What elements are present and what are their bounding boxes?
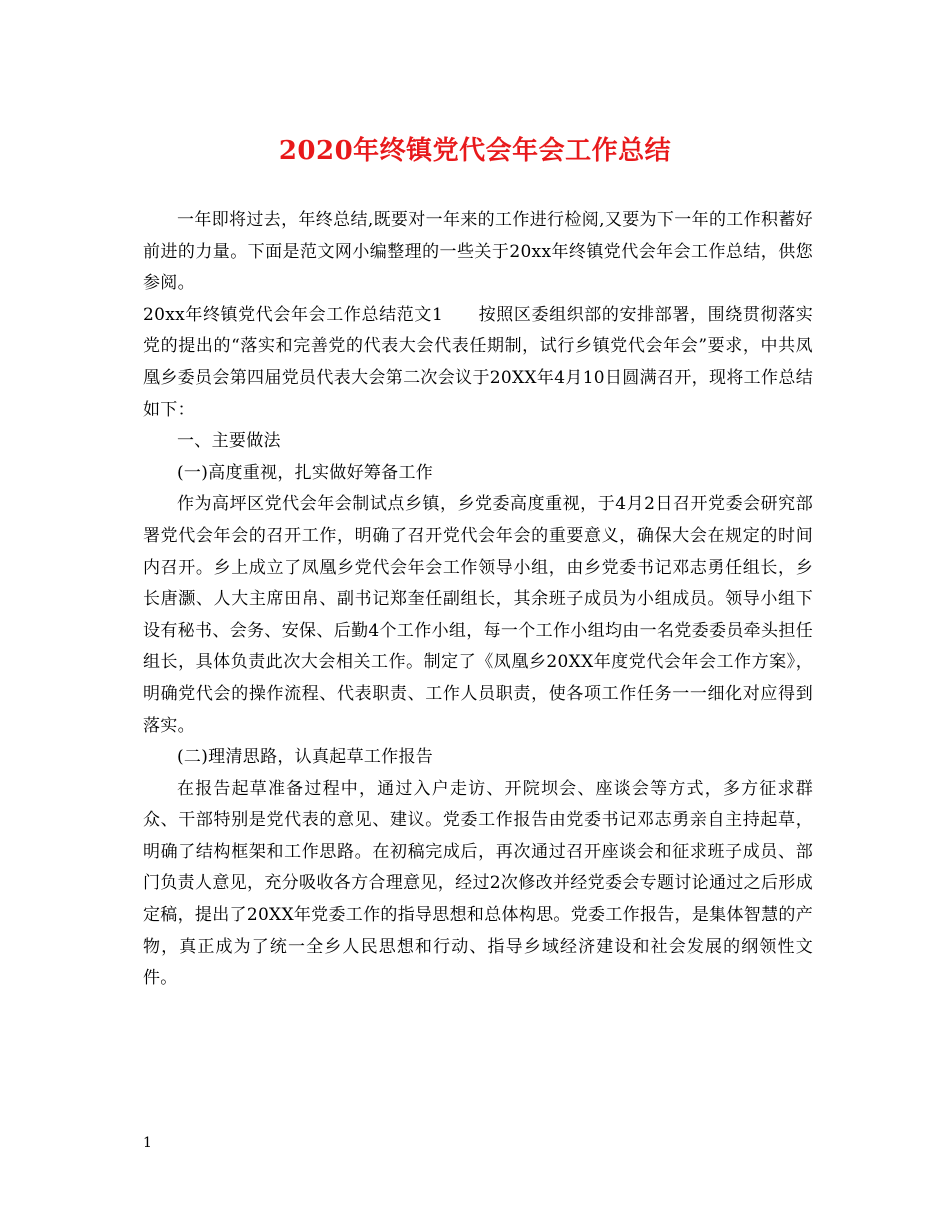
body-paragraph-1: 作为高坪区党代会年会制试点乡镇，乡党委高度重视，于4月2日召开党委会研究部署党代会年会的召开工作，明确了召开党代会年会的重要意义，确保大会在规定的时间内召开。乡上成立了凤凰乡党代会年会工作领导小组，由乡党委书记邓志勇任组长，乡长唐灏、人大主席田帛、副书记郑奎任副组长，其余班子成员为小组成员。领导小组下设有秘书、会务、安保、后勤4个工作小组，每一个工作小组均由一名党委委员牵头担任组长，具体负责此次大会相关工作。制定了《凤凰乡20XX年度党代会年会工作方案》，明确党代会的操作流程、代表职责、工作人员职责，使各项工作任务一一细化对应得到落实。 [143, 494, 813, 736]
intro-paragraph: 一年即将过去，年终总结,既要对一年来的工作进行检阅,又要为下一年的工作积蓄好前进的力量。下面是范文网小编整理的一些关于20xx年终镇党代会年会工作总结，供您参阅。 [143, 210, 813, 294]
body-paragraph-2: 在报告起草准备过程中，通过入户走访、开院坝会、座谈会等方式，多方征求群众、干部特别是党代表的意见、建议。党委工作报告由党委书记邓志勇亲自主持起草，明确了结构框架和工作思路。在初稿完成后，再次通过召开座谈会和征求班子成员、部门负责人意见，充分吸收各方合理意见，经过2次修改并经党委会专题讨论通过之后形成定稿，提出了20XX年党委工作的指导思想和总体构思。党委工作报告，是集体智慧的产物，真正成为了统一全乡人民思想和行动、指导乡域经济建设和社会发展的纲领性文件。 [143, 778, 813, 989]
sample-heading-paragraph: 20xx年终镇党代会年会工作总结范文1 按照区委组织部的安排部署，围绕贯彻落实党的提出的“落实和完善党的代表大会代表任期制，试行乡镇党代会年会”要求，中共凤凰乡委员会第四届党员代表大会第二次会议于20XX年4月10日圆满召开，现将工作总结如下： [143, 304, 813, 420]
document-title: 2020年终镇党代会年会工作总结 [278, 136, 672, 166]
document-body [143, 205, 813, 995]
subsection-heading-2: (二)理清思路，认真起草工作报告 [177, 747, 434, 768]
section-heading: 一、主要做法 [177, 431, 281, 452]
subsection-heading-1: (一)高度重视，扎实做好筹备工作 [177, 462, 434, 483]
page-number: 1 [143, 1135, 152, 1151]
